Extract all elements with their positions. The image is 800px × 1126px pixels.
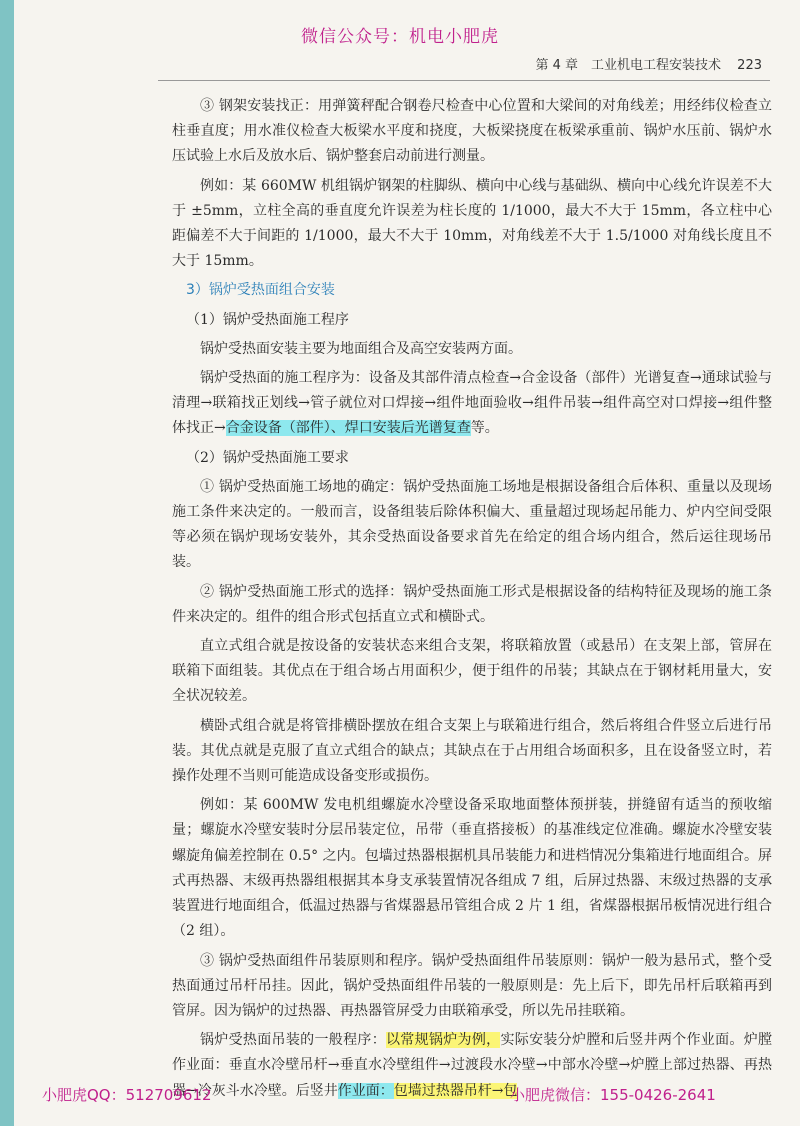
watermark-wechat-account: 微信公众号：机电小肥虎 (301, 27, 499, 47)
subheading-construction-procedure: （1）锅炉受热面施工程序 (186, 311, 349, 328)
paragraph-example-600mw: 例如：某 600MW 发电机组螺旋水冷壁设备采取地面整体预拼装，拼缝留有适当的预收缩量；螺旋水冷壁安装时分层吊装定位，吊带（垂直搭接板）的基准线定位准确。螺旋水冷壁安装螺旋角偏差控制在 0.5° 之内。包墙过热器根据机具吊装能力和进档情况分集箱进行地面组合。屏式再热器、末级再热器组根据其本身支承装置情况各组成 7 组，后屏过热器、末级过热器的支承装置进行地面组合，低温过热器与省煤器悬吊管组合成 2 片 1 组，省煤器根据吊板情况进行组合（2 组）。 (172, 797, 772, 940)
subheading-construction-requirements: （2）锅炉受热面施工要求 (186, 449, 349, 466)
paragraph-example-660mw: 例如：某 660MW 机组锅炉钢架的柱脚纵、横向中心线与基础纵、横向中心线允许误差不大于 ±5mm，立柱全高的垂直度允许误差为柱长度的 1/1000，最大不大于 15mm，各立柱中心距偏差不大于间距的 1/1000，最大不大于 10mm，对角线差不大于 1.5/1000 对角线长度且不大于 15mm。 (172, 177, 772, 270)
paragraph-vertical-assembly: 直立式组合就是按设备的安装状态来组合支架，将联箱放置（或悬吊）在支架上部，管屏在联箱下面组装。其优点在于组合场占用面积少，便于组件的吊装；其缺点在于钢材耗用量大，安全状况较差。 (172, 638, 772, 705)
highlight-conventional-boiler: 以常规锅炉为例， (386, 1032, 501, 1049)
paragraph-horizontal-assembly: 横卧式组合就是将管排横卧摆放在组合支架上与联箱进行组合，然后将组合件竖立后进行吊装。其优点就是克服了直立式组合的缺点；其缺点在于占用组合场面积多，且在设备竖立时，若操作处理不当则可能造成设备变形或损伤。 (172, 717, 772, 785)
page-number: 223 (737, 58, 762, 73)
paragraph-site-determination: ① 锅炉受热面施工场地的确定：锅炉受热面施工场地是根据设备组合后体积、重量以及现场施工条件来决定的。一般而言，设备组装后除体积偏大、重量超过现场起吊能力、炉内空间受限等必须在锅炉现场安装外，其余受热面设备要求首先在给定的组合场内组合，然后运往现场吊装。 (172, 478, 772, 571)
paragraph-steel-frame-alignment: ③ 钢架安装找正：用弹簧秤配合钢卷尺检查中心位置和大梁间的对角线差；用经纬仪检查立柱垂直度；用水准仪检查大板梁水平度和挠度，大板梁挠度在板梁承重前、锅炉水压前、锅炉水压试验上水后及放水后、锅炉整套启动前进行测量。 (172, 98, 772, 165)
paragraph-lifting-principles: ③ 锅炉受热面组件吊装原则和程序。锅炉受热面组件吊装原则：锅炉一般为悬吊式，整个受热面通过吊杆吊挂。因此，锅炉受热面组件吊装的一般原则是：先上后下，即先吊杆后联箱再到管屏。因为锅炉的过热器、再热器管屏受力由联箱承受，所以先吊挂联箱。 (172, 952, 772, 1019)
highlight-wall-superheater: 包墙过热器吊杆→包 (393, 1082, 518, 1099)
section-heading-heating-surface: 3）锅炉受热面组合安装 (186, 282, 335, 299)
chapter-title: 第 4 章 工业机电工程安装技术 (535, 58, 722, 73)
running-header (523, 54, 762, 73)
paragraph-installation-aspects: 锅炉受热面安装主要为地面组合及高空安装两方面。 (200, 340, 522, 357)
page-edge-strip (0, 0, 14, 1126)
highlight-spectral-recheck: 合金设备（部件）、焊口安装后光谱复查 (225, 420, 471, 437)
procedure-text: 实际安装分炉膛和后竖井两个作业面。炉膛作业面：垂直水冷壁吊杆→垂直水冷壁组件→过渡段水冷壁→中部水冷壁→炉膛上部过热器、再热器→冷灰斗水冷壁。后竖井 (172, 1032, 773, 1099)
paragraph-construction-form: ② 锅炉受热面施工形式的选择：锅炉受热面施工形式是根据设备的结构特征及现场的施工条件来决定的。组件的组合形式包括直立式和横卧式。 (172, 583, 772, 625)
watermark-qq: 小肥虎QQ：512709612 (42, 1086, 212, 1104)
procedure-intro: 锅炉受热面吊装的一般程序： (200, 1032, 386, 1049)
header-rule (158, 80, 770, 81)
sequence-end: 等。 (470, 420, 499, 437)
body-text (172, 94, 772, 1108)
paragraph-construction-sequence (172, 366, 772, 442)
sequence-text: 锅炉受热面的施工程序为：设备及其部件清点检查→合金设备（部件）光谱复查→通球试验与清理→联箱找正划线→管子就位对口焊接→组件地面验收→组件吊装→组件高空对口焊接→组件整体找正→ (172, 370, 772, 437)
watermark-wechat: 小肥虎微信：155-0426-2641 (510, 1086, 716, 1104)
highlight-work-face: 作业面： (337, 1082, 394, 1099)
